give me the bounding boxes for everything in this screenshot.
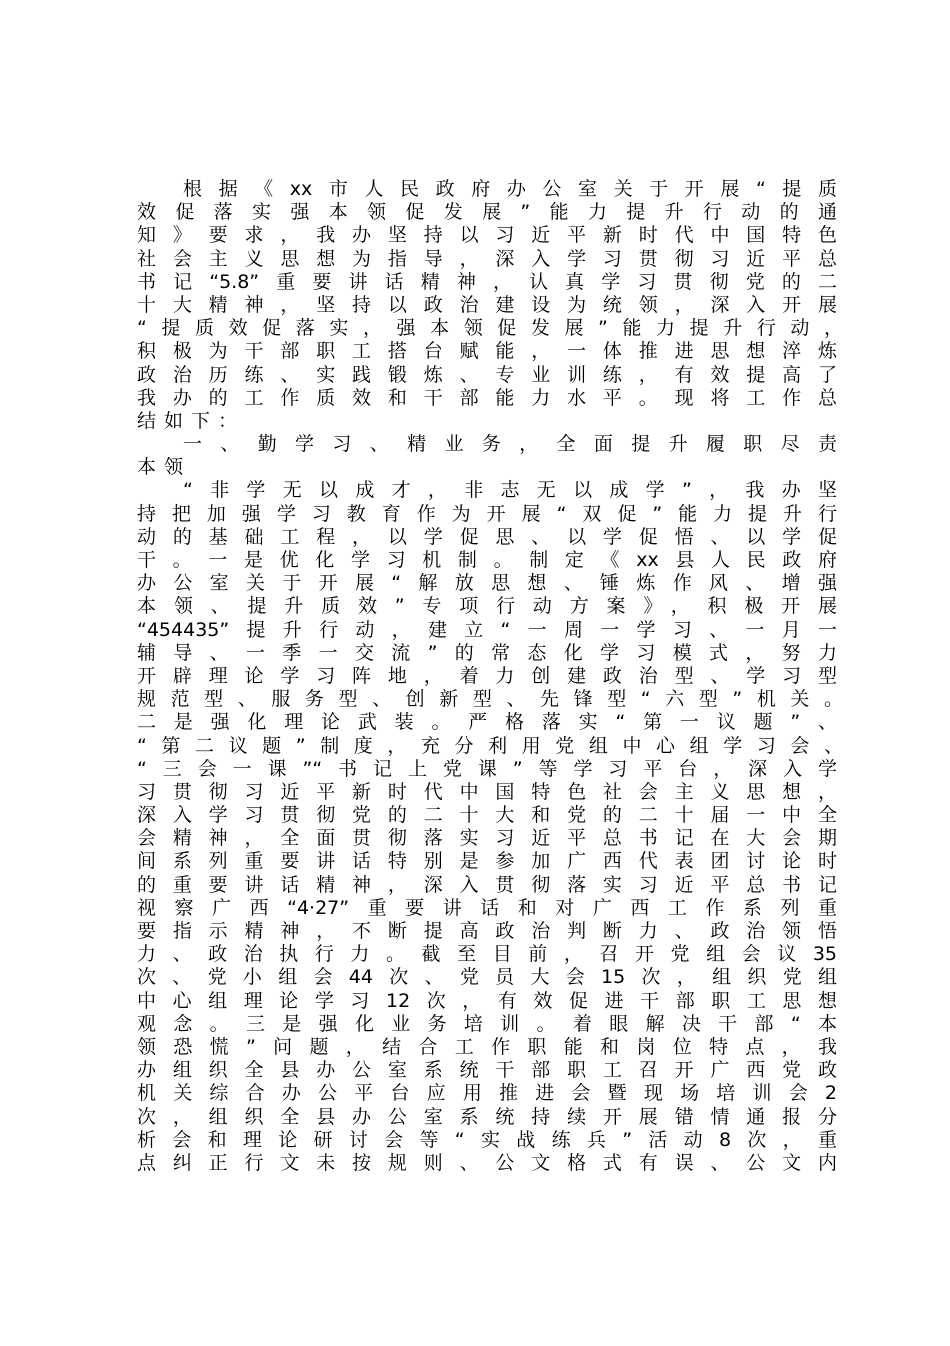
document-body [137,178,843,1175]
paragraph-line: 我办的工作质效和干部能力水平。现将工作总 [137,386,837,409]
paragraph-line: 视察广西“4·27”重要讲话和对广西工作系列重 [137,896,837,919]
paragraph-line: 力、政治执行力。截至目前，召开党组会议35 [137,943,837,966]
paragraph-line: 间系列重要讲话特别是参加广西代表团讨论时 [137,850,837,873]
paragraph-line: 析会和理论研讨会等“实战练兵”活动8次，重 [137,1128,837,1151]
paragraph-line: “454435”提升行动，建立“一周一学习、一月一 [137,618,837,641]
section-heading: 一、勤学习、精业务，全面提升履职尽责 [183,433,837,456]
paragraph-line: 次，组织全县办公室系统持续开展错情通报分 [137,1105,837,1128]
paragraph-line: 中心组理论学习12次，有效促进干部职工思想 [137,989,837,1012]
paragraph-line: 辅导、一季一交流”的常态化学习模式，努力 [137,641,837,664]
paragraph-line: 深入学习贯彻党的二十大和党的二十届一中全 [137,804,837,827]
paragraph-line: 的重要讲话精神，深入贯彻落实习近平总书记 [137,873,837,896]
paragraph-line: 办组织全县办公室系统干部职工召开广西党政 [137,1059,837,1082]
paragraph-line: 结如下： [137,409,246,432]
paragraph-line: 习贯彻习近平新时代中国特色社会主义思想， [137,780,837,803]
paragraph-line: 本领、提升质效”专项行动方案》，积极开展 [137,595,837,618]
paragraph-line: 二是强化理论武装。严格落实“第一议题”、 [137,711,837,734]
paragraph-line: 政治历练、实践锻炼、专业训练，有效提高了 [137,363,837,386]
paragraph-line: 规范型、服务型、创新型、先锋型“六型”机关。 [137,688,843,711]
paragraph-line: 书记“5.8”重要讲话精神，认真学习贯彻党的二 [137,270,837,293]
paragraph-line: 点纠正行文未按规则、公文格式有误、公文内 [137,1151,837,1174]
paragraph-line: 干。一是优化学习机制。制定《xx县人民政府 [137,549,837,571]
paragraph-line: 根据《xx市人民政府办公室关于开展“提质 [183,178,837,200]
paragraph-line: 机关综合办公平台应用推进会暨现场培训会2 [137,1082,837,1105]
paragraph-line: 社会主义思想为指导，深入学习贯彻习近平总 [137,247,837,270]
paragraph-line: 积极为干部职工搭台赋能，一体推进思想淬炼 [137,340,837,363]
paragraph-line: 观念。三是强化业务培训。着眼解决干部“本 [137,1012,837,1035]
paragraph-line: 次、党小组会44次、党员大会15次，组织党组 [137,966,837,989]
paragraph-line: 办公室关于开展“解放思想、锤炼作风、增强 [137,572,837,595]
paragraph-line: “非学无以成才，非志无以成学”，我办坚 [183,479,837,502]
section-heading: 本领 [137,456,192,479]
paragraph-line: 会精神，全面贯彻落实习近平总书记在大会期 [137,827,837,850]
paragraph-line: 效促落实强本领促发展”能力提升行动的通 [137,201,837,224]
paragraph-line: “提质效促落实，强本领促发展”能力提升行动， [137,317,843,340]
paragraph-line: “第二议题”制度，充分利用党组中心组学习会、 [137,734,843,757]
paragraph-line: 要指示精神，不断提高政治判断力、政治领悟 [137,920,837,942]
paragraph-line: “三会一课”“书记上党课”等学习平台，深入学 [137,757,837,780]
paragraph-line: 领恐慌”问题，结合工作职能和岗位特点，我 [137,1035,837,1058]
paragraph-line: 十大精神，坚持以政治建设为统领，深入开展 [137,293,837,316]
paragraph-line: 动的基础工程，以学促思、以学促悟、以学促 [137,525,837,548]
paragraph-line: 开辟理论学习阵地，着力创建政治型、学习型 [137,664,837,687]
paragraph-line: 知》要求，我办坚持以习近平新时代中国特色 [137,224,837,247]
paragraph-line: 持把加强学习教育作为开展“双促”能力提升行 [137,502,837,525]
